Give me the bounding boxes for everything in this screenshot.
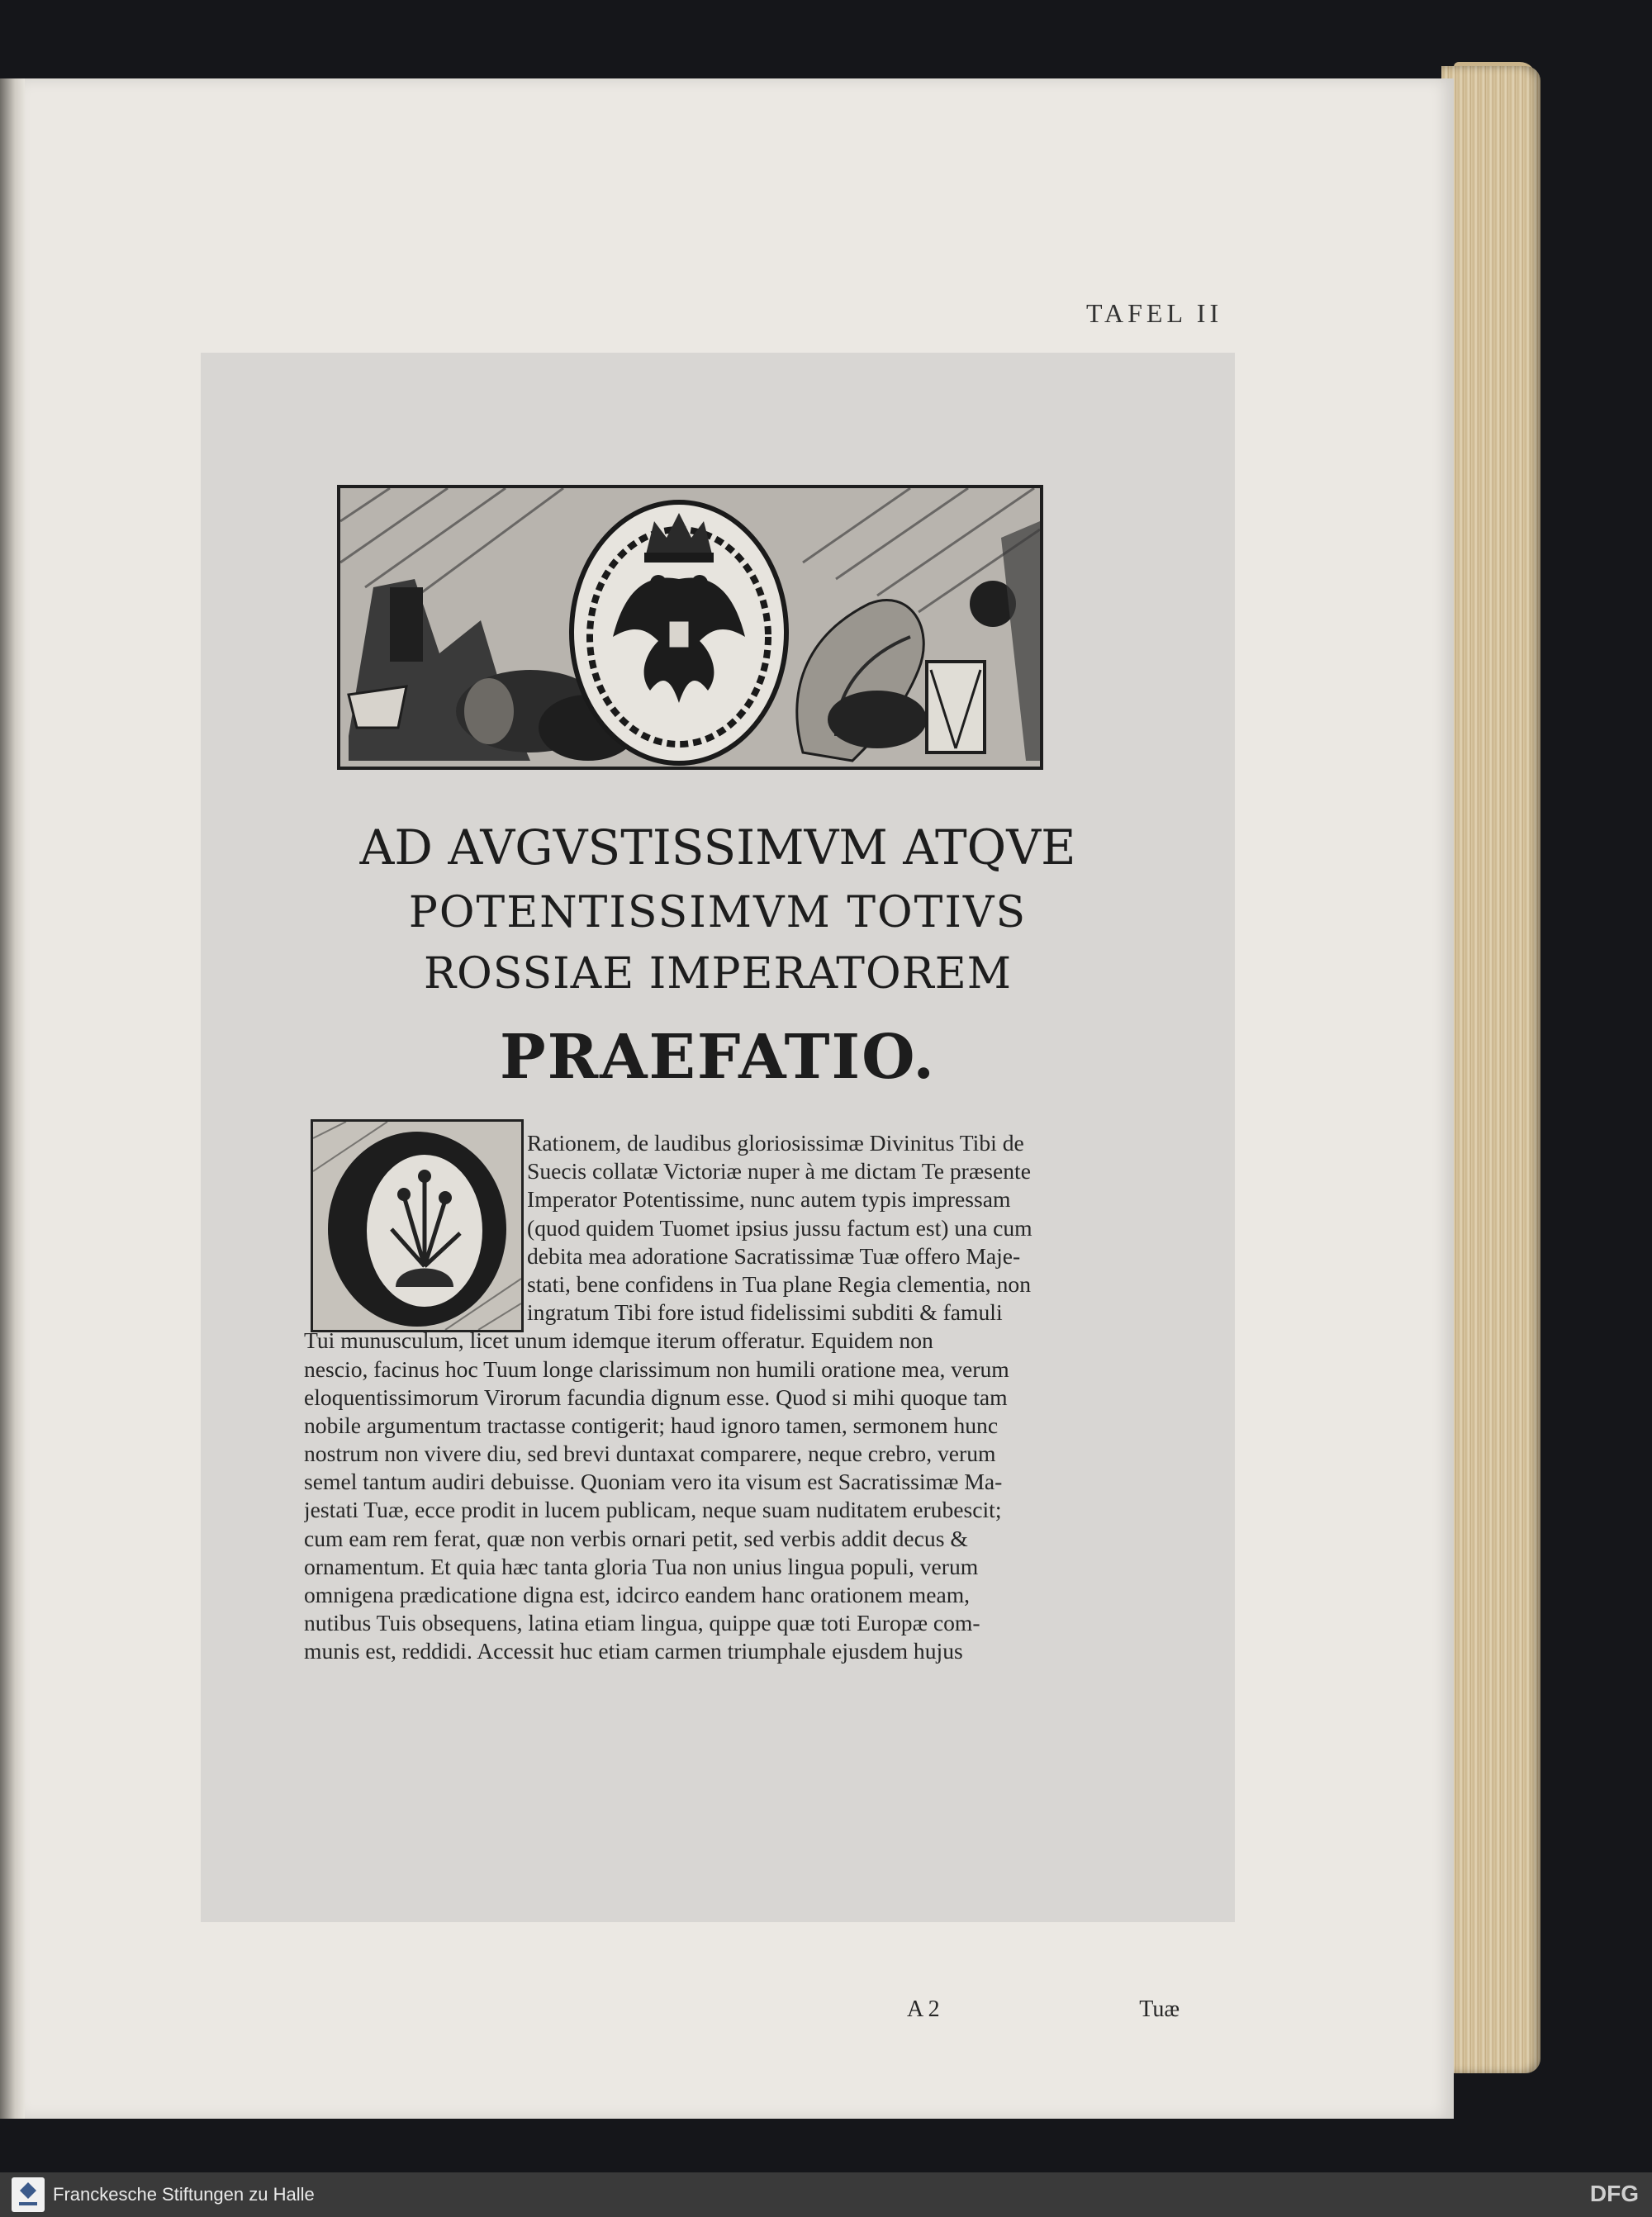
text-line: ornamentum. Et quia hæc tanta gloria Tua non unius lingua populi, verum [304,1553,979,1579]
title-praefatio: PRAEFATIO. [499,1022,937,1093]
text-line: munis est, reddidi. Accessit huc etiam carmen triumphale ejusdem hujus [304,1638,963,1664]
text-line: debita mea adoratione Sacratissimæ Tuæ offero Maje- [527,1242,1021,1269]
plate-label: TAFEL II [1086,298,1223,328]
text-line: nescio, facinus hoc Tuum longe clarissimum non humili oratione mea, verum [304,1355,1009,1382]
facsimile-plate [201,353,1235,2022]
text-line: stati, bene confidens in Tua plane Regia clementia, non [527,1270,1031,1297]
catchword: Tuæ [1139,1996,1180,2022]
text-line: cum eam rem ferat, quæ non verbis ornari petit, sed verbis addit decus & [304,1525,968,1551]
text-line: nobile argumentum tractasse contigerit; haud ignoro tamen, sermonem hunc [304,1412,999,1438]
text-line: semel tantum audiri debuisse. Quoniam vero ita visum est Sacratissimæ Ma- [304,1469,1003,1495]
text-line: jestati Tuæ, ecce prodit in lucem publicam, neque suam nuditatem erubescit; [304,1497,1002,1523]
book-page-edges [1441,66,1540,2073]
institution-logo-icon[interactable] [12,2177,45,2212]
title-line-2: POTENTISSIMVM TOTIVS [408,888,1028,938]
text-line: Tui munusculum, licet unum idemque iterum offeratur. Equidem non [304,1327,933,1354]
title-line-1: AD AVGVSTISSIMVM ATQVE [359,819,1076,876]
headpiece-illustration [340,488,1040,767]
text-line: ingratum Tibi fore istud fidelissimi subditi & famuli [527,1299,1003,1326]
text-line: Imperator Potentissime, nunc autem typis impressam [527,1186,1011,1213]
text-line: Rationem, de laudibus gloriosissimæ Divinitus Tibi de [527,1130,1024,1156]
text-line: eloquentissimorum Virorum facundia dignum esse. Quod si mihi quoque tam [304,1384,1008,1410]
engraved-headpiece [337,485,1043,770]
text-line: Suecis collatæ Victoriæ nuper à me dictam Te præsente [527,1158,1031,1184]
preface-text [304,1129,1180,1666]
footer-bar [0,2172,1652,2217]
institution-name[interactable]: Franckesche Stiftungen zu Halle [53,2184,315,2205]
text-line: nostrum non vivere diu, sed brevi duntaxat comparere, neque crebro, verum [304,1441,996,1467]
text-line: nutibus Tuis obsequens, latina etiam lingua, quippe quæ toti Europæ com- [304,1610,980,1636]
signature-line [304,1996,1180,2026]
text-line: omnigena prædicatione digna est, idcirco eandem hanc orationem meam, [304,1582,971,1607]
title-line-3: ROSSIAE IMPERATOREM [424,949,1012,999]
text-line: (quod quidem Tuomet ipsius jussu factum est) una cum [527,1214,1032,1241]
dfg-logo: DFG [1589,2181,1639,2206]
book-page [25,78,1454,2119]
left-page-edge [0,78,25,2119]
signature-mark: A 2 [907,1996,940,2022]
